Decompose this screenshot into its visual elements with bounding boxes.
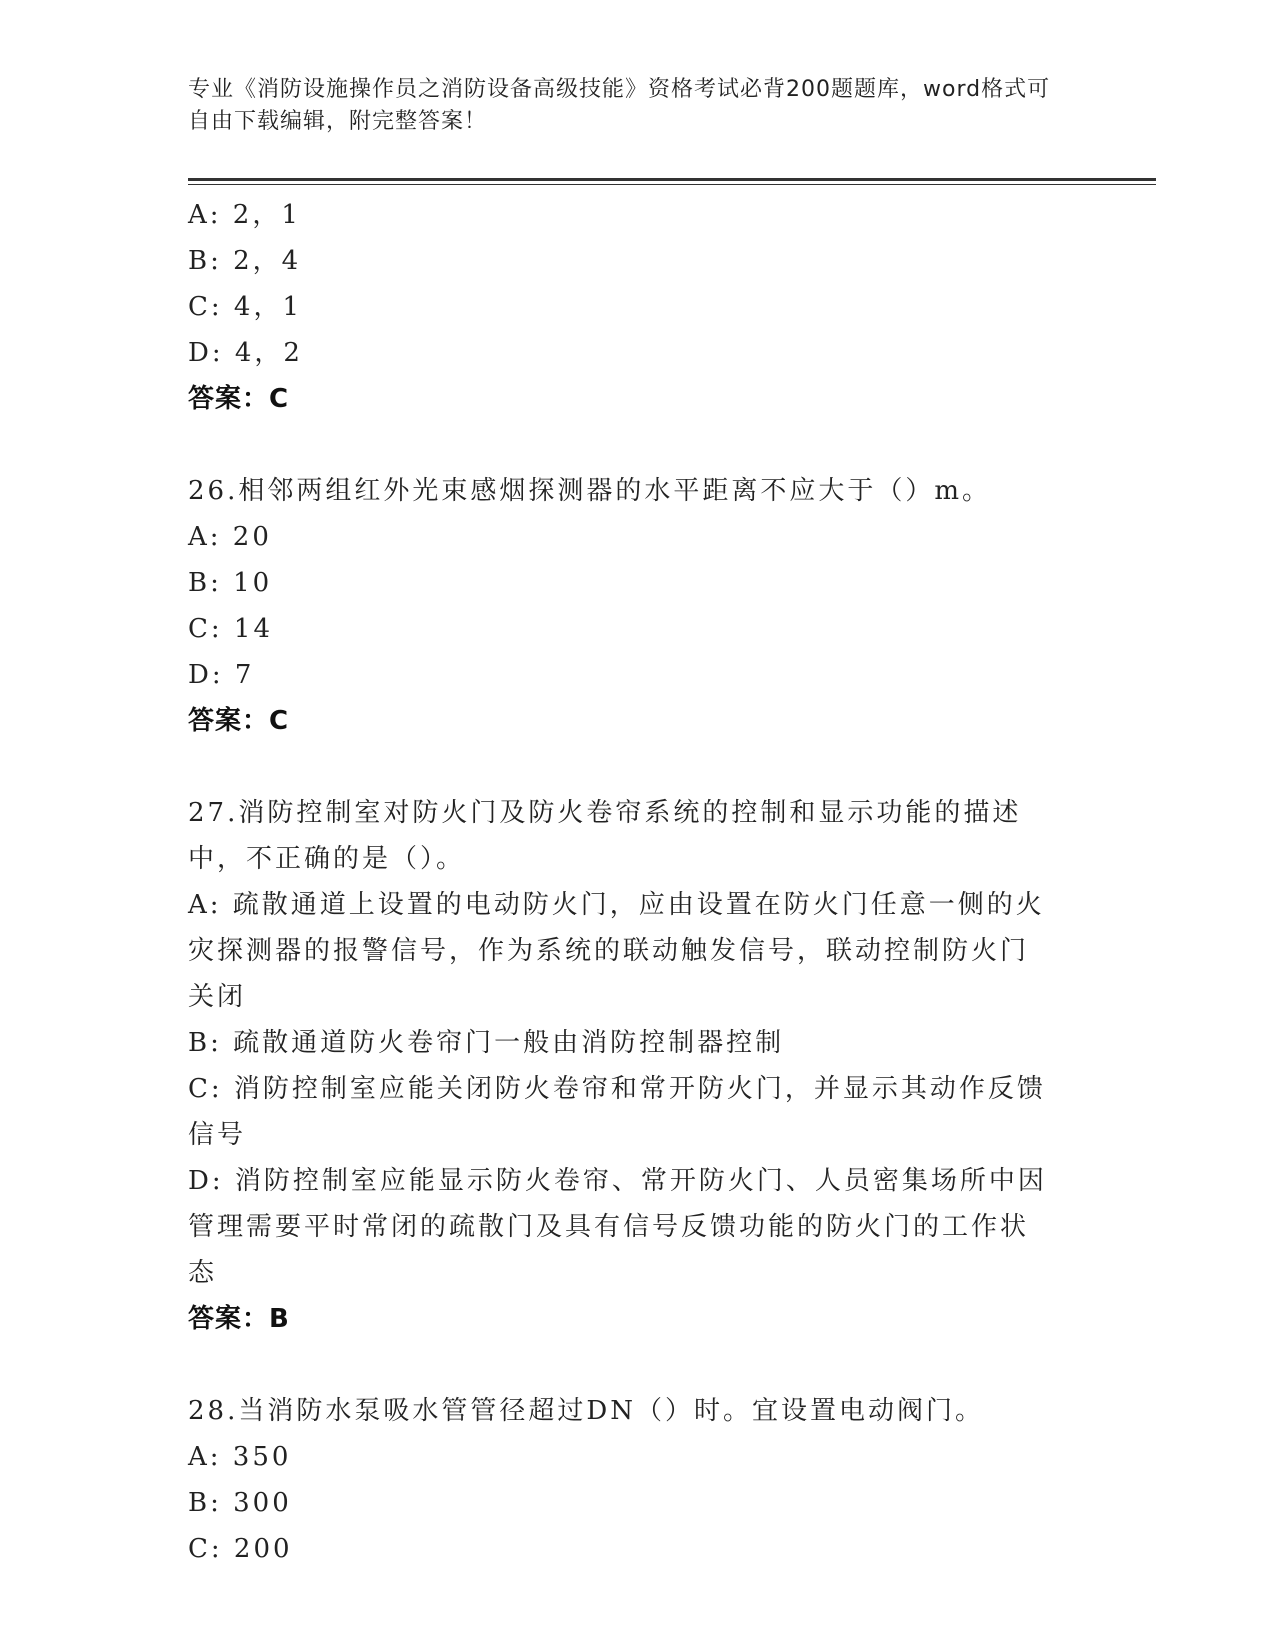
- header-divider-thin: [188, 184, 1156, 185]
- option-d: D: 7: [188, 660, 255, 690]
- option-a: A: 350: [188, 1442, 292, 1472]
- answer-line: 答案：B: [188, 1304, 290, 1334]
- option-b: B: 2，4: [188, 246, 302, 276]
- document-intro: 专业《消防设施操作员之消防设备高级技能》资格考试必背200题题库，word格式可自由下载编辑，附完整答案！: [188, 77, 1051, 134]
- answer-line: 答案：C: [188, 706, 290, 736]
- question-27: [188, 790, 1088, 1342]
- spacer: [188, 744, 1088, 790]
- spacer: [188, 1342, 1088, 1388]
- option-c: C: 4，1: [188, 292, 303, 322]
- option-c: C: 消防控制室应能关闭防火卷帘和常开防火门，并显示其动作反馈信号: [188, 1074, 1046, 1150]
- question-stem: 27.消防控制室对防火门及防火卷帘系统的控制和显示功能的描述中，不正确的是（）。: [188, 798, 1022, 874]
- answer-line: 答案：C: [188, 384, 290, 414]
- option-b: B: 300: [188, 1488, 292, 1518]
- option-a: A: 2，1: [188, 200, 301, 230]
- question-stem: 26.相邻两组红外光束感烟探测器的水平距离不应大于（）m。: [188, 476, 992, 506]
- spacer: [188, 422, 1088, 468]
- question-25: [188, 192, 1088, 422]
- option-b: B: 疏散通道防火卷帘门一般由消防控制器控制: [188, 1028, 785, 1058]
- option-a: A: 疏散通道上设置的电动防火门，应由设置在防火门任意一侧的火灾探测器的报警信号，作为系统的联动触发信号，联动控制防火门关闭: [188, 890, 1045, 1012]
- option-d: D: 4，2: [188, 338, 303, 368]
- option-c: C: 14: [188, 614, 274, 644]
- option-b: B: 10: [188, 568, 273, 598]
- option-c: C: 200: [188, 1534, 293, 1564]
- question-content: [188, 192, 1088, 1572]
- question-28: [188, 1388, 1088, 1572]
- option-a: A: 20: [188, 522, 272, 552]
- question-26: [188, 468, 1088, 744]
- question-stem: 28.当消防水泵吸水管管径超过DN（）时。宜设置电动阀门。: [188, 1396, 984, 1426]
- header-divider-thick: [188, 178, 1156, 181]
- option-d: D: 消防控制室应能显示防火卷帘、常开防火门、人员密集场所中因管理需要平时常闭的疏散门及具有信号反馈功能的防火门的工作状态: [188, 1166, 1047, 1288]
